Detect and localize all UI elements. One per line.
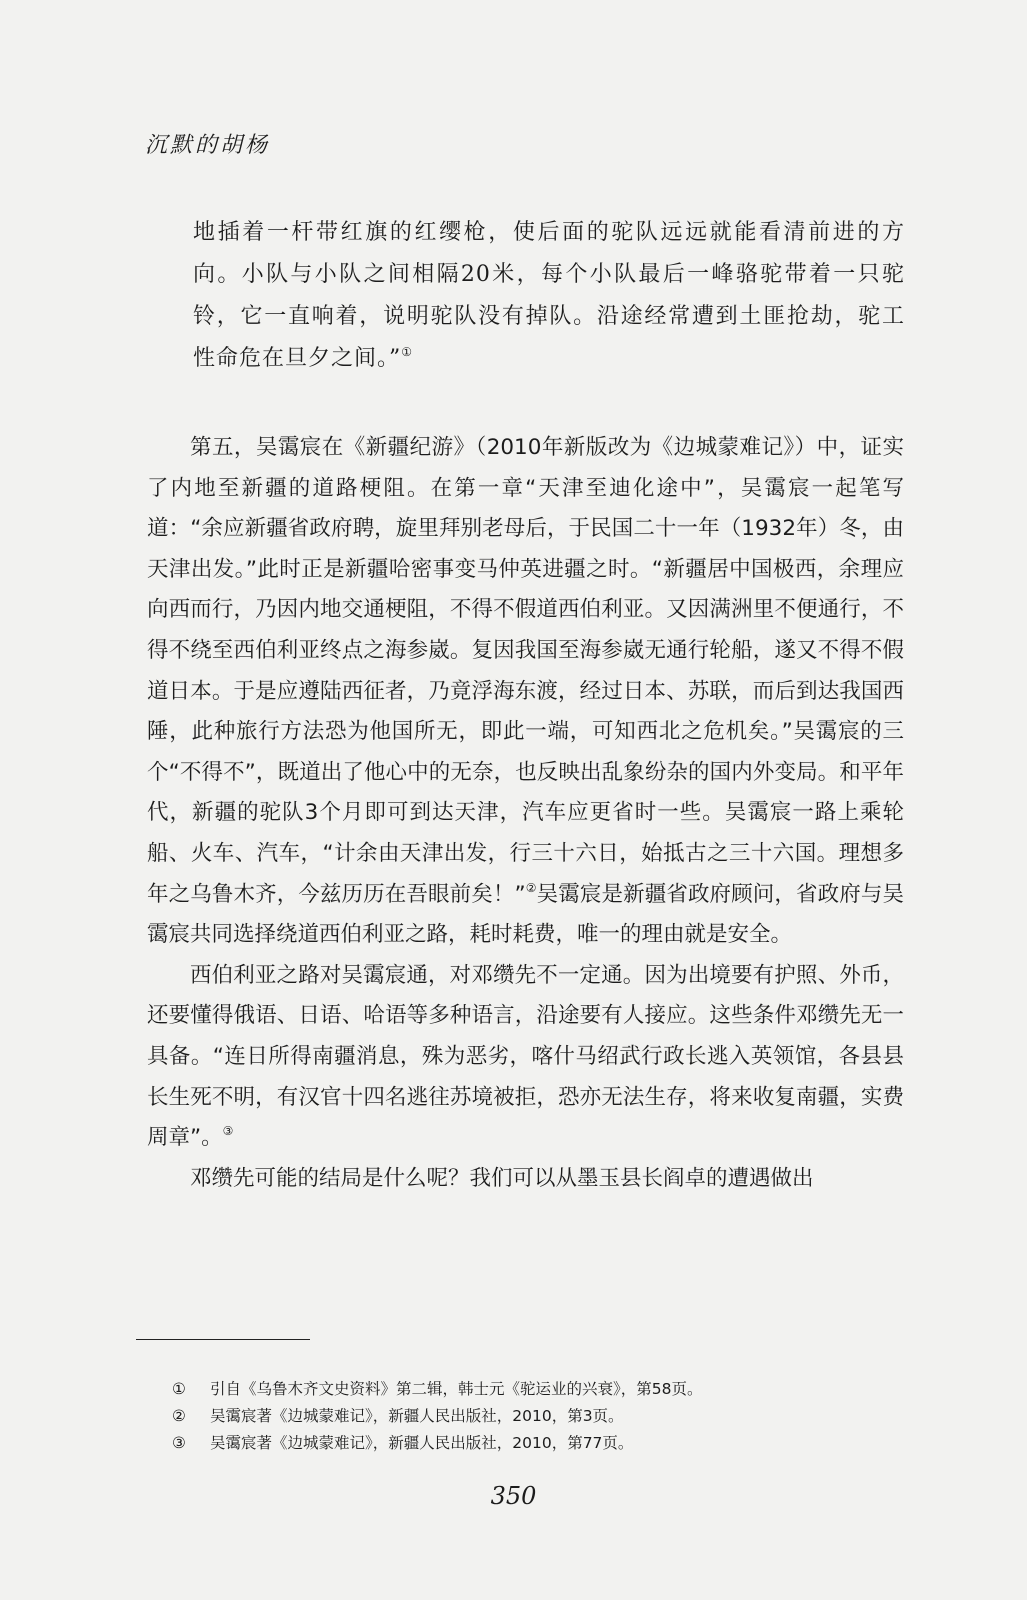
paragraph-1-continuation: 吴霭宸是新疆省政府顾问，省政府与吴霭宸共同选择绕道西伯利亚之路，耗时耗费，唯一的理由就是安全。 xyxy=(147,881,904,948)
footnote-ref-2: ② xyxy=(525,880,537,895)
footnote-3-text: 吴霭宸著《边城蒙难记》，新疆人民出版社，2010，第77页。 xyxy=(210,1434,634,1452)
running-head: 沉默的胡杨 xyxy=(145,133,271,158)
footnote-2-text: 吴霭宸著《边城蒙难记》，新疆人民出版社，2010，第3页。 xyxy=(210,1407,624,1425)
footnote-ref-3: ③ xyxy=(222,1124,234,1139)
footnote-1 xyxy=(172,1376,932,1403)
paragraph-1-text: 第五，吴霭宸在《新疆纪游》（2010年新版改为《边城蒙难记》）中，证实了内地至新疆的道路梗阻。在第一章“天津至迪化途中”，吴霭宸一起笔写道：“余应新疆省政府聘，旋里拜别老母后，于民国二十一年（1932年）冬，由天津出发。”此时正是新疆哈密事变马仲英进疆之时。“新疆居中国极西，余理应向西而行，乃因内地交通梗阻，不得不假道西伯利亚。又因满洲里不便通行，不得不绕至西伯利亚终点之海参崴。复因我国至海参崴无通行轮船，遂又不得不假道日本。于是应遵陆西征者，乃竟浮海东渡，经过日本、苏联，而后到达我国西陲，此种旅行方法恐为他国所无，即此一端，可知西北之危机矣。”吴霭宸的三个“不得不”，既道出了他心中的无奈，也反映出乱象纷杂的国内外变局。和平年代，新疆的驼队3个月即可到达天津，汽车应更省时一些。吴霭宸一路上乘轮船、火车、汽车，“计余由天津出发，行三十六日，始抵古之三十六国。理想多年之乌鲁木齐，今兹历历在吾眼前矣！” xyxy=(147,435,904,907)
quote-text: 地插着一杆带红旗的红缨枪，使后面的驼队远远就能看清前进的方向。小队与小队之间相隔20米，每个小队最后一峰骆驼带着一只驼铃，它一直响着，说明驼队没有掉队。沿途经常遭到土匪抢劫，驼工性命危在旦夕之间。” xyxy=(193,220,905,371)
paragraph-3-text: 邓缵先可能的结局是什么呢？我们可以从墨玉县长阎卓的遭遇做出 xyxy=(190,1165,814,1191)
paragraph-1 xyxy=(147,428,904,956)
footnote-ref-1: ① xyxy=(401,345,414,359)
footnotes xyxy=(172,1376,932,1457)
footnote-1-text: 引自《乌鲁木齐文史资料》第二辑，韩士元《驼运业的兴衰》，第58页。 xyxy=(210,1380,703,1398)
paragraph-2-text: 西伯利亚之路对吴霭宸通，对邓缵先不一定通。因为出境要有护照、外币，还要懂得俄语、日语、哈语等多种语言，沿途要有人接应。这些条件邓缵先无一具备。“连日所得南疆消息，殊为恶劣，喀什马绍武行政长逃入英领馆，各县县长生死不明，有汉官十四名逃往苏境被拒，恐亦无法生存，将来收复南疆，实费周章”。 xyxy=(147,962,904,1151)
body-text xyxy=(147,428,904,1199)
footnote-3-mark: ③ xyxy=(172,1434,186,1452)
footnote-1-mark: ① xyxy=(172,1380,186,1398)
footnote-3 xyxy=(172,1430,932,1457)
block-quote xyxy=(193,212,905,380)
paragraph-3 xyxy=(147,1159,904,1200)
footnote-divider xyxy=(136,1339,310,1340)
page-number: 350 xyxy=(490,1482,537,1510)
footnote-2 xyxy=(172,1403,932,1430)
paragraph-2 xyxy=(147,956,904,1159)
footnote-2-mark: ② xyxy=(172,1407,186,1425)
